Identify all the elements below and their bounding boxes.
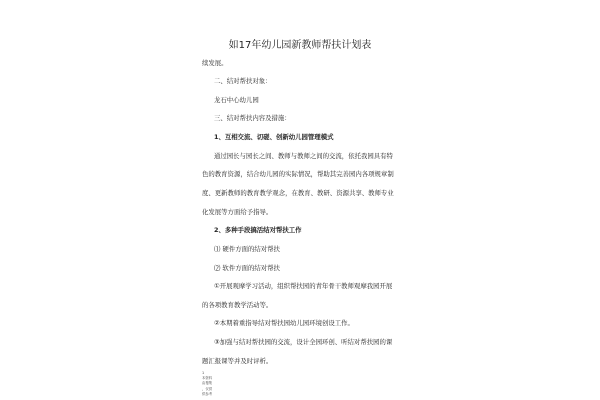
paragraph-line: 的各项教育教学活动等。 bbox=[202, 301, 273, 309]
footnote-line: 本资料 bbox=[202, 376, 213, 381]
subsection-heading: 2、多种手段搞活结对帮扶工作 bbox=[214, 226, 302, 234]
section-heading: 三、结对帮扶内容及措施： bbox=[214, 114, 291, 122]
document-title: 如17年幼儿园新教师帮扶计划表 bbox=[228, 40, 372, 51]
footnote-line: 由搜集 bbox=[202, 381, 213, 386]
paragraph-line: 通过园长与园长之间、教师与教师之间的交流，依托我园具有特 bbox=[214, 152, 393, 160]
paragraph-line: 续发展。 bbox=[202, 59, 228, 67]
section-heading: 二、结对帮扶对象： bbox=[214, 77, 272, 85]
list-item: ①开展观摩学习活动，组织帮扶园的青年骨干教师观摩我园开展 bbox=[214, 282, 393, 290]
paragraph-line: 题汇报课等并及时评析。 bbox=[202, 357, 273, 365]
list-item: ⑴ 硬件方面的结对帮扶 bbox=[214, 245, 280, 253]
list-item: ③加强与结对帮扶园的交流，设计全园环创、听结对帮扶园的课 bbox=[214, 338, 393, 346]
list-item: ⑵ 软件方面的结对帮扶 bbox=[214, 264, 280, 272]
footnote-line: ，仅供 bbox=[202, 386, 213, 391]
paragraph-line: 色的教育资源，结合幼儿园的实际情况，帮助其完善园内各项规章制 bbox=[202, 170, 394, 178]
paragraph-line: 化发展等方面给予指导。 bbox=[202, 208, 273, 216]
list-item: ②本期着重指导结对帮扶园幼儿园环境创设工作。 bbox=[214, 319, 354, 327]
footnote bbox=[202, 371, 212, 397]
paragraph-line: 度、更新教师的教育教学观念，在教育、教研、资源共享、教师专业 bbox=[202, 189, 394, 197]
subsection-heading: 1、互相交流、切磋、创新幼儿园管理模式 bbox=[214, 133, 334, 141]
footnote-line: 供参考 bbox=[202, 391, 213, 396]
footnote-number: 1 bbox=[202, 371, 205, 375]
paragraph-line: 龙石中心幼儿园 bbox=[214, 96, 259, 104]
